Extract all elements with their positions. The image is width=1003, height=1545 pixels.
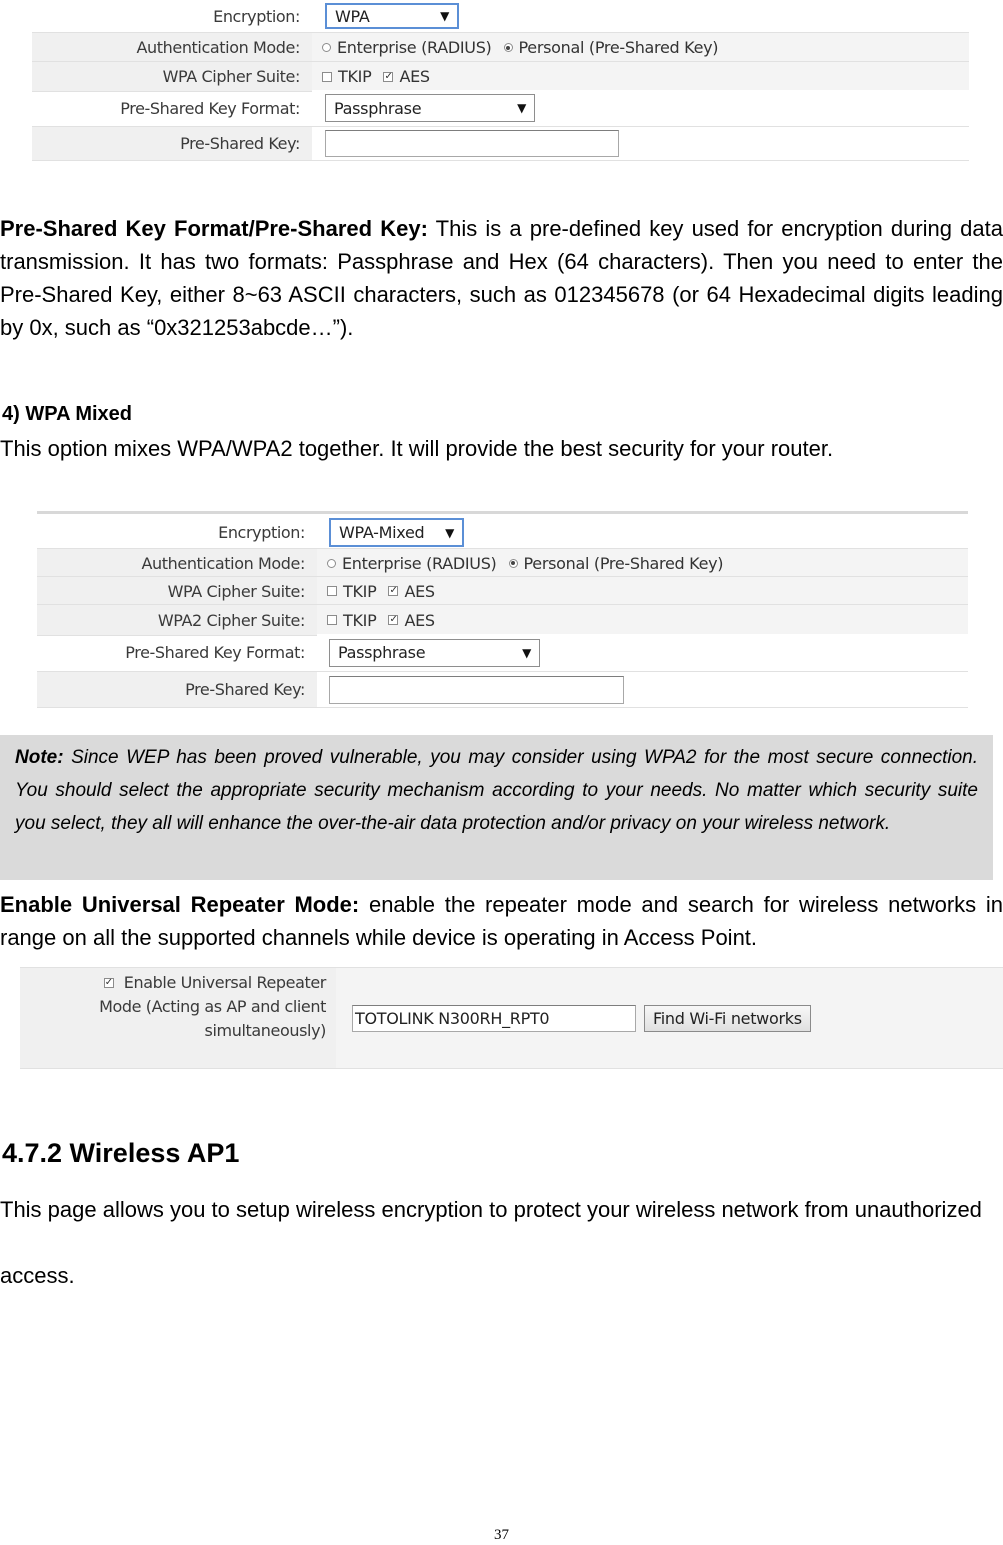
repeater-label-line1: Enable Universal Repeater (123, 973, 326, 992)
psk-paragraph-lead: Pre-Shared Key Format/Pre-Shared Key: (0, 216, 428, 241)
mixed-wpa2-aes-checkbox[interactable]: ✓ AES (389, 610, 435, 630)
chevron-down-icon: ▼ (440, 9, 449, 23)
page-number: 37 (494, 1527, 509, 1543)
repeater-paragraph-lead: Enable Universal Repeater Mode: (0, 892, 360, 917)
mixed-encryption-row (37, 511, 968, 551)
encryption-row (32, 0, 969, 32)
mixed-psk-label: Pre-Shared Key: (185, 680, 305, 699)
mixed-encryption-select[interactable]: WPA-Mixed ▼ (329, 518, 464, 547)
mixed-wpa-tkip-checkbox[interactable]: TKIP (327, 582, 376, 601)
checkbox-checked-icon: ✓ (384, 70, 393, 82)
radio-on-icon (509, 559, 518, 568)
checkbox-empty-icon (327, 615, 337, 625)
wpa-mixed-description: This option mixes WPA/WPA2 together. It will provide the best security for your router. (0, 436, 834, 461)
mixed-psk-row (37, 671, 968, 708)
mixed-encryption-label: Encryption: (218, 523, 305, 542)
psk-input[interactable] (325, 130, 619, 157)
wpa-mixed-heading: 4) WPA Mixed (2, 403, 133, 425)
checkbox-checked-icon: ✓ (389, 585, 398, 596)
mixed-wpa-cipher-row (37, 576, 968, 606)
auth-mode-label: Authentication Mode: (136, 38, 300, 57)
checkbox-empty-icon (327, 586, 337, 596)
mixed-wpa2-tkip-checkbox[interactable]: TKIP (327, 611, 376, 630)
checkbox-checked-icon: ✓ (389, 614, 398, 625)
mixed-wpa2-cipher-row (37, 604, 968, 636)
cipher-suite-row (32, 61, 969, 92)
mixed-wpa-aes-checkbox[interactable]: ✓ AES (389, 581, 435, 601)
note-lead: Note: (15, 747, 64, 768)
auth-enterprise-option[interactable]: Enterprise (RADIUS) (322, 38, 492, 57)
mixed-auth-mode-label: Authentication Mode: (141, 553, 305, 573)
mixed-wpa-cipher-label: WPA Cipher Suite: (167, 581, 305, 601)
encryption-label: Encryption: (213, 6, 300, 26)
cipher-aes-checkbox[interactable]: ✓ AES (384, 67, 430, 86)
psk-format-row (32, 90, 969, 126)
chevron-down-icon: ▼ (517, 101, 526, 115)
repeater-paragraph-body: enable the repeater mode and search for wireless networks in range on all the supported channels while device is operating in Access Point. (0, 892, 1003, 950)
repeater-label-line3: simultaneously) (204, 1021, 326, 1040)
section-description: This page allows you to setup wireless encryption to protect your wireless network from unauthorized (0, 1197, 982, 1222)
mixed-psk-format-select[interactable]: Passphrase ▼ (329, 639, 540, 667)
mixed-psk-format-label: Pre-Shared Key Format: (125, 643, 305, 662)
repeater-settings-form (20, 967, 1003, 1069)
note-body: Since WEP has been proved vulnerable, you may consider using WPA2 for the most secure connection. You should select the appropriate security mechanism according to your needs. No matter which security suite you select, they all will enhance the over-the-air data protection and/or privacy on your wireless network. (15, 747, 978, 834)
mixed-wpa2-cipher-label: WPA2 Cipher Suite: (157, 610, 305, 630)
psk-format-label: Pre-Shared Key Format: (120, 98, 300, 118)
checkbox-empty-icon (322, 72, 332, 82)
psk-paragraph (0, 212, 1003, 344)
repeater-paragraph (0, 888, 1003, 954)
find-wifi-networks-button[interactable]: Find Wi-Fi networks (644, 1005, 811, 1032)
mixed-psk-input[interactable] (329, 676, 624, 704)
cipher-suite-label: WPA Cipher Suite: (162, 67, 300, 86)
mixed-auth-personal-option[interactable]: Personal (Pre-Shared Key) (509, 554, 724, 573)
radio-off-icon (327, 559, 336, 568)
mixed-auth-enterprise-option[interactable]: Enterprise (RADIUS) (327, 554, 497, 573)
psk-paragraph-body: This is a pre-defined key used for encryption during data transmission. It has two formats: Passphrase and Hex (64 characters). Then you need to enter the Pre-Shared Key, either 8~63 ASCII characters, such as 012345678 (or 64 Hexadecimal digits leading by 0x, such as “0x321253abcde…”). (0, 216, 1003, 340)
auth-personal-option[interactable]: Personal (Pre-Shared Key) (504, 38, 719, 57)
chevron-down-icon: ▼ (522, 645, 531, 660)
encryption-select[interactable]: WPA ▼ (325, 3, 459, 29)
psk-format-select[interactable]: Passphrase ▼ (325, 94, 535, 122)
repeater-enable-checkbox[interactable]: ✓ (104, 977, 113, 988)
note-box (0, 735, 993, 880)
mixed-psk-format-row (37, 634, 968, 671)
repeater-label-line2: Mode (Acting as AP and client (99, 997, 326, 1016)
section-heading: 4.7.2 Wireless AP1 (2, 1138, 240, 1168)
repeater-label-block (78, 971, 326, 1043)
chevron-down-icon: ▼ (445, 525, 454, 540)
wpa-mixed-settings-form (37, 511, 968, 706)
radio-off-icon (322, 43, 331, 52)
section-description-cont: access. (0, 1263, 75, 1288)
wpa-settings-form (32, 0, 969, 160)
mixed-auth-mode-row (37, 548, 968, 578)
psk-row (32, 126, 969, 161)
repeater-ssid-input[interactable]: TOTOLINK N300RH_RPT0 (352, 1005, 636, 1032)
auth-mode-row (32, 32, 969, 63)
cipher-tkip-checkbox[interactable]: TKIP (322, 67, 371, 86)
radio-on-icon (504, 43, 513, 52)
psk-label: Pre-Shared Key: (180, 134, 300, 153)
